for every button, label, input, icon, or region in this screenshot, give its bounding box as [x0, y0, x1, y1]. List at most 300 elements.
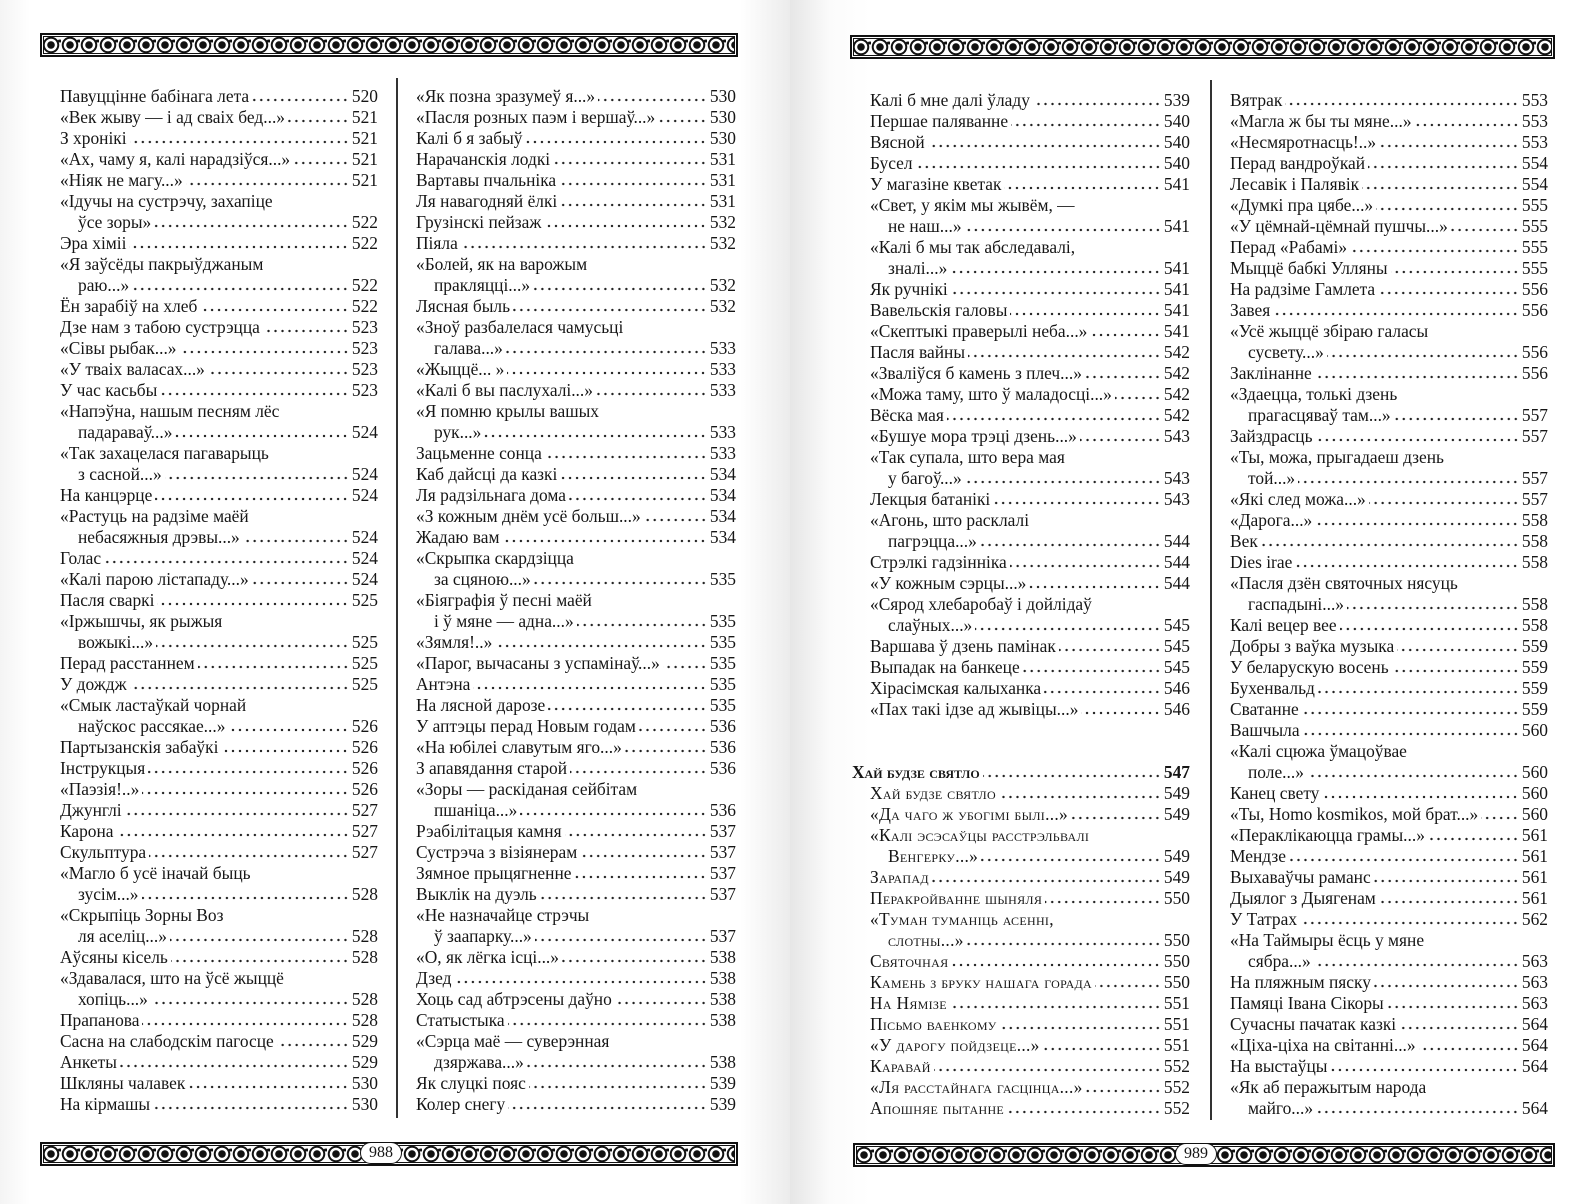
dot-leader	[1374, 984, 1519, 988]
dot-leader	[1044, 690, 1161, 694]
entry-title: Вашчыла	[1230, 720, 1300, 740]
dot-leader	[1261, 543, 1519, 547]
dot-leader	[142, 896, 349, 900]
entry-title: Перад вандроўкай	[1230, 153, 1366, 173]
entry-title: «Агонь, што расклалі	[870, 510, 1030, 530]
toc-entry	[1230, 174, 1548, 195]
dot-leader	[1322, 795, 1519, 799]
page-ref: 551	[1163, 1035, 1190, 1055]
dot-leader	[525, 140, 706, 144]
toc-entry	[870, 132, 1190, 153]
dot-leader	[208, 371, 349, 375]
dot-leader	[534, 581, 707, 585]
entry-title-continuation: ўсе зоры»	[78, 212, 152, 232]
entry-title-continuation: ля аселіц...»	[78, 926, 167, 946]
page-ref: 520	[351, 86, 378, 106]
dot-leader	[1379, 144, 1519, 148]
dot-leader	[1298, 480, 1519, 484]
page-ref: 560	[1521, 804, 1548, 824]
page-ref: 561	[1521, 846, 1548, 866]
toc-entry	[1230, 384, 1548, 426]
dot-leader	[548, 707, 707, 711]
dot-leader	[293, 161, 349, 165]
toc-entry	[870, 636, 1190, 657]
dot-leader	[148, 770, 349, 774]
toc-entry	[60, 296, 378, 317]
toc-entry	[870, 594, 1190, 636]
entry-title: Вартавы пчальніка	[416, 170, 557, 190]
dot-leader	[130, 140, 349, 144]
page-ref: 549	[1163, 846, 1190, 866]
dot-leader	[967, 942, 1161, 946]
dot-leader	[221, 749, 349, 753]
right-page	[790, 0, 1592, 1204]
toc-entry	[416, 233, 736, 254]
entry-title: Вёска мая	[870, 405, 944, 425]
entry-title-continuation: прагасцяваў там...»	[1248, 405, 1391, 425]
toc-entry	[60, 506, 378, 548]
dot-leader	[455, 980, 707, 984]
toc-entry	[416, 968, 736, 989]
dot-leader	[484, 434, 707, 438]
entry-title: Жадаю вам	[416, 527, 500, 547]
page-ref: 533	[709, 359, 736, 379]
toc-entry	[416, 212, 736, 233]
entry-title-continuation: слотны...»	[888, 930, 964, 950]
dot-leader	[130, 686, 349, 690]
entry-title: Інструкцыя	[60, 758, 146, 778]
page-ref: 550	[1163, 972, 1190, 992]
entry-title: У Татрах	[1230, 909, 1298, 929]
dot-leader	[1000, 1026, 1161, 1030]
dot-leader	[243, 539, 349, 543]
entry-title: «Зоры — раскіданая сейбітам	[416, 779, 638, 799]
entry-title: «Здаецца, толькі дзень	[1230, 384, 1398, 404]
dot-leader	[663, 665, 707, 669]
entry-title: У беларускую восень	[1230, 657, 1389, 677]
toc-entry	[870, 174, 1190, 195]
toc-entry	[870, 825, 1190, 867]
page-ref: 535	[709, 674, 736, 694]
toc-entry	[60, 338, 378, 359]
toc-entry	[870, 300, 1190, 321]
toc-entry	[870, 657, 1190, 678]
toc-entry	[60, 1031, 378, 1052]
toc-entry	[416, 86, 736, 107]
dot-leader	[639, 728, 707, 732]
page-ref: 564	[1521, 1098, 1548, 1118]
dot-leader	[1071, 816, 1161, 820]
toc-entry	[60, 695, 378, 737]
dot-leader	[965, 228, 1161, 232]
dot-leader	[263, 329, 349, 333]
toc-entry	[60, 128, 378, 149]
dot-leader	[277, 1043, 349, 1047]
page-ref: 556	[1521, 342, 1548, 362]
toc-entry	[60, 758, 378, 779]
page-ref: 561	[1521, 867, 1548, 887]
page-ref: 563	[1521, 951, 1548, 971]
dot-leader	[1010, 564, 1161, 568]
entry-title: Дзе нам з табою сустрэцца	[60, 317, 260, 337]
page-ref: 553	[1521, 90, 1548, 110]
toc-entry	[60, 569, 378, 590]
dot-leader	[142, 791, 349, 795]
dot-leader	[596, 392, 707, 396]
toc-entry	[1230, 216, 1548, 237]
dot-leader	[1029, 585, 1161, 589]
entry-title: Хірасімская калыханка	[870, 678, 1042, 698]
page-ref: 540	[1163, 132, 1190, 152]
page-ref: 526	[351, 737, 378, 757]
dot-leader	[129, 245, 348, 249]
toc-entry	[416, 989, 736, 1010]
page-ref: 542	[1163, 342, 1190, 362]
toc-entry	[416, 380, 736, 401]
page-ref: 528	[351, 947, 378, 967]
dot-leader	[1300, 921, 1519, 925]
entry-title: «Іржышчы, як рыжыя	[60, 611, 223, 631]
page-ref: 528	[351, 926, 378, 946]
page-ref: 528	[351, 989, 378, 1009]
dot-leader	[125, 812, 349, 816]
dot-leader	[149, 854, 349, 858]
dot-leader	[951, 291, 1161, 295]
toc-entry	[60, 1094, 378, 1115]
dot-leader	[1451, 228, 1519, 232]
page-ref: 534	[709, 464, 736, 484]
page-ref: 523	[351, 317, 378, 337]
toc-entry	[870, 888, 1190, 909]
dot-leader	[560, 203, 707, 207]
entry-title: З хронікі	[60, 128, 127, 148]
entry-title: «Зноў разбалелася чамусьці	[416, 317, 624, 337]
page-ref: 545	[1163, 657, 1190, 677]
page-ref: 547	[1163, 762, 1190, 782]
page-ref: 558	[1521, 552, 1548, 572]
entry-title: Каб дайсці да казкі	[416, 464, 558, 484]
entry-title: «Паэзія!..»	[60, 779, 140, 799]
page-ref: 534	[709, 506, 736, 526]
toc-entry	[870, 426, 1190, 447]
page-ref: 549	[1163, 783, 1190, 803]
dot-leader	[968, 354, 1161, 358]
entry-title: Зайздрасць	[1230, 426, 1313, 446]
page-ref: 524	[351, 548, 378, 568]
entry-title: Пасля сваркі	[60, 590, 155, 610]
page-ref: 535	[709, 653, 736, 673]
entry-title: Шкляны чалавек	[60, 1073, 186, 1093]
dot-leader	[1303, 732, 1519, 736]
dot-leader	[507, 371, 707, 375]
page-ref: 539	[1163, 90, 1190, 110]
entry-title: Статыстыка	[416, 1010, 505, 1030]
entry-title: «Здавалася, што на ўсё жыццё	[60, 968, 284, 988]
entry-title: Анкеты	[60, 1052, 117, 1072]
page-ref: 542	[1163, 384, 1190, 404]
page-ref: 532	[709, 212, 736, 232]
dot-leader	[104, 560, 349, 564]
page-ref: 541	[1163, 258, 1190, 278]
toc-entry	[1230, 321, 1548, 363]
entry-title: Дзед	[416, 968, 452, 988]
page-ref: 538	[709, 968, 736, 988]
toc-entry	[60, 170, 378, 191]
toc-entry	[60, 317, 378, 338]
toc-entry	[60, 380, 378, 401]
toc-entry	[870, 552, 1190, 573]
dot-leader	[928, 144, 1161, 148]
toc-entry	[60, 905, 378, 947]
page-ref: 525	[351, 590, 378, 610]
dot-leader	[1368, 165, 1519, 169]
toc-entry	[1230, 783, 1548, 804]
page-ref: 555	[1521, 216, 1548, 236]
dot-leader	[1307, 774, 1519, 778]
page-ref: 524	[351, 485, 378, 505]
page-ref: 557	[1521, 426, 1548, 446]
entry-title: «На Таймыры ёсць у мяне	[1230, 930, 1425, 950]
page-ref: 531	[709, 149, 736, 169]
entry-title-continuation: гаспадыні...»	[1248, 594, 1345, 614]
page-ref: 536	[709, 737, 736, 757]
page-ref: 558	[1521, 594, 1548, 614]
entry-title: Калі б мне далі ўладу	[870, 90, 1030, 110]
entry-title: «Калі парою лістападу...»	[60, 569, 249, 589]
page-ref: 552	[1163, 1077, 1190, 1097]
toc-entry	[60, 254, 378, 296]
page-ref: 524	[351, 464, 378, 484]
dot-leader	[1399, 1026, 1519, 1030]
dot-leader	[186, 182, 349, 186]
entry-title-continuation: небасяжныя дрэвы...»	[78, 527, 240, 547]
page-ref: 535	[709, 695, 736, 715]
toc-entry	[870, 510, 1190, 552]
page-ref: 564	[1521, 1014, 1548, 1034]
page-ref: 559	[1521, 636, 1548, 656]
page-ref: 533	[709, 422, 736, 442]
entry-title: На кірмашы	[60, 1094, 151, 1114]
toc-entry	[416, 401, 736, 443]
toc-entry	[416, 737, 736, 758]
entry-title: Заклінанне	[1230, 363, 1312, 383]
toc-entry	[1230, 741, 1548, 783]
toc-entry	[870, 909, 1190, 951]
toc-entry	[416, 107, 736, 128]
page-ref: 550	[1163, 888, 1190, 908]
left-page	[0, 0, 790, 1204]
dot-leader	[950, 270, 1161, 274]
entry-title-continuation: і ў мяне — адна...»	[434, 611, 574, 631]
entry-title-continuation: зналі...»	[888, 258, 948, 278]
toc-entry	[1230, 237, 1548, 258]
entry-title-continuation: пракляцці...»	[434, 275, 531, 295]
dot-leader	[625, 749, 707, 753]
page-ref: 533	[709, 443, 736, 463]
entry-title: Выпадак на банкеце	[870, 657, 1020, 677]
dot-leader	[120, 1064, 349, 1068]
toc-entry	[870, 1035, 1190, 1056]
toc-entry	[416, 1073, 736, 1094]
entry-title: «Сярод хлебаробаў і дойлідаў	[870, 594, 1092, 614]
page-ref: 532	[709, 233, 736, 253]
entry-title: «Я помню крылы вашых	[416, 401, 599, 421]
toc-entry	[870, 993, 1190, 1014]
toc-entry	[416, 1031, 736, 1073]
entry-title: «Ля расстайнага гасцінца...»	[870, 1077, 1083, 1097]
toc-entry	[1230, 111, 1548, 132]
entry-title: На радзіме Гамлета	[1230, 279, 1376, 299]
dot-leader	[1043, 1047, 1161, 1051]
entry-title: «Дарога...»	[1230, 510, 1313, 530]
toc-entry	[1230, 363, 1548, 384]
entry-title: Вясной	[870, 132, 925, 152]
dot-leader	[1415, 123, 1519, 127]
dot-leader	[200, 308, 349, 312]
dot-leader	[1350, 249, 1519, 253]
entry-title: «Скептыкі праверылі неба...»	[870, 321, 1088, 341]
page-ref: 556	[1521, 363, 1548, 383]
entry-title-continuation: хопіць...»	[78, 989, 148, 1009]
toc-entry	[870, 384, 1190, 405]
page-ref: 543	[1163, 468, 1190, 488]
page-ref: 533	[709, 380, 736, 400]
dot-leader	[171, 959, 349, 963]
entry-title: Пасля вайны	[870, 342, 966, 362]
dot-leader	[560, 476, 707, 480]
page-ref: 538	[709, 989, 736, 1009]
dot-leader	[1362, 186, 1519, 190]
entry-title: Карона	[60, 821, 114, 841]
toc-entry	[60, 968, 378, 1010]
entry-title: Павуццінне бабінага лета	[60, 86, 250, 106]
dot-leader	[157, 602, 348, 606]
entry-title: «Як аб перажытым народа	[1230, 1077, 1427, 1097]
entry-title: «Напэўна, нашым песням лёс	[60, 401, 280, 421]
toc-entry	[416, 548, 736, 590]
entry-title: Мыццё бабкі Улляны	[1230, 258, 1388, 278]
entry-title: Антэна	[416, 674, 471, 694]
entry-title-continuation: майго...»	[1248, 1098, 1314, 1118]
entry-title: Dies irae	[1230, 552, 1293, 572]
page-ref: 524	[351, 527, 378, 547]
page-ref: 521	[351, 128, 378, 148]
page-ref: 530	[709, 86, 736, 106]
page-ref: 552	[1163, 1098, 1190, 1118]
toc-entry	[416, 884, 736, 905]
page-ref: 530	[351, 1094, 378, 1114]
entry-title: «Як позна зразумеў я...»	[416, 86, 596, 106]
page-ref: 529	[351, 1052, 378, 1072]
dot-leader	[508, 1022, 707, 1026]
page-ref: 528	[351, 884, 378, 904]
page-ref: 522	[351, 233, 378, 253]
entry-title: «У кожным сэрцы...»	[870, 573, 1027, 593]
entry-title: Скульптура	[60, 842, 147, 862]
dot-leader	[117, 833, 349, 837]
toc-entry	[1230, 573, 1548, 615]
toc-entry	[416, 905, 736, 947]
entry-title: Калі б я забыў	[416, 128, 523, 148]
entry-title: «Калі сцюжа ўмацоўвае	[1230, 741, 1407, 761]
dot-leader	[999, 795, 1161, 799]
entry-title: «Ты, можа, прыгадаеш дзень	[1230, 447, 1444, 467]
page-ref: 557	[1521, 405, 1548, 425]
page-ref: 521	[351, 170, 378, 190]
dot-leader	[565, 833, 707, 837]
page-ref: 555	[1521, 237, 1548, 257]
dot-leader	[160, 392, 349, 396]
toc-entry	[60, 1010, 378, 1031]
dot-leader	[153, 1106, 349, 1110]
page-ref: 541	[1163, 216, 1190, 236]
dot-leader	[1347, 606, 1519, 610]
toc-entry	[60, 1073, 378, 1094]
toc-entry	[416, 296, 736, 317]
dot-leader	[1316, 438, 1519, 442]
toc-entry	[60, 590, 378, 611]
toc-entry	[1230, 195, 1548, 216]
dot-leader	[502, 539, 706, 543]
toc-entry	[1230, 825, 1548, 846]
toc-column-2	[416, 86, 736, 1115]
page-ref: 535	[709, 569, 736, 589]
toc-entry	[1230, 867, 1548, 888]
toc-entry	[1230, 678, 1548, 699]
entry-title-continuation: сябра...»	[1248, 951, 1311, 971]
entry-title: Лекцыя батанікі	[870, 489, 991, 509]
toc-entry	[416, 506, 736, 527]
dot-leader	[1428, 837, 1519, 841]
entry-title: На лясной дарозе	[416, 695, 546, 715]
page-number: 988	[360, 1142, 402, 1164]
entry-title: «Зямля!..»	[416, 632, 493, 652]
dot-leader	[615, 1001, 707, 1005]
page-ref: 559	[1521, 657, 1548, 677]
entry-title: У час касьбы	[60, 380, 158, 400]
page-ref: 545	[1163, 615, 1190, 635]
dot-leader	[983, 774, 1161, 778]
toc-entry	[870, 342, 1190, 363]
entry-title: «Можа таму, што ў маладосці...»	[870, 384, 1112, 404]
dot-leader	[188, 1085, 349, 1089]
entry-title: «Не назначайце стрэчы	[416, 905, 590, 925]
toc-entry	[60, 842, 378, 863]
entry-title: «На юбілеі славутым яго...»	[416, 737, 622, 757]
entry-title: Святочная	[870, 951, 949, 971]
entry-title: Варшава ў дзень памінак	[870, 636, 1056, 656]
toc-entry	[1230, 993, 1548, 1014]
dot-leader	[508, 1106, 707, 1110]
dot-leader	[1392, 669, 1519, 673]
entry-title: Прапанова	[60, 1010, 140, 1030]
toc-entry	[416, 863, 736, 884]
dot-leader	[506, 350, 707, 354]
dot-leader	[461, 245, 707, 249]
toc-column-1	[60, 86, 378, 1115]
toc-entry	[1230, 258, 1548, 279]
page-ref: 538	[709, 947, 736, 967]
dot-leader	[951, 963, 1161, 967]
page-ref: 521	[351, 107, 378, 127]
page-ref: 539	[709, 1094, 736, 1114]
dot-leader	[132, 287, 349, 291]
section-gap	[870, 720, 1190, 762]
entry-title-continuation: пшаніца...»	[434, 800, 518, 820]
toc-entry	[870, 447, 1190, 489]
entry-title: «Парог, вычасаны з успамінаў...»	[416, 653, 660, 673]
dot-leader	[975, 627, 1161, 631]
